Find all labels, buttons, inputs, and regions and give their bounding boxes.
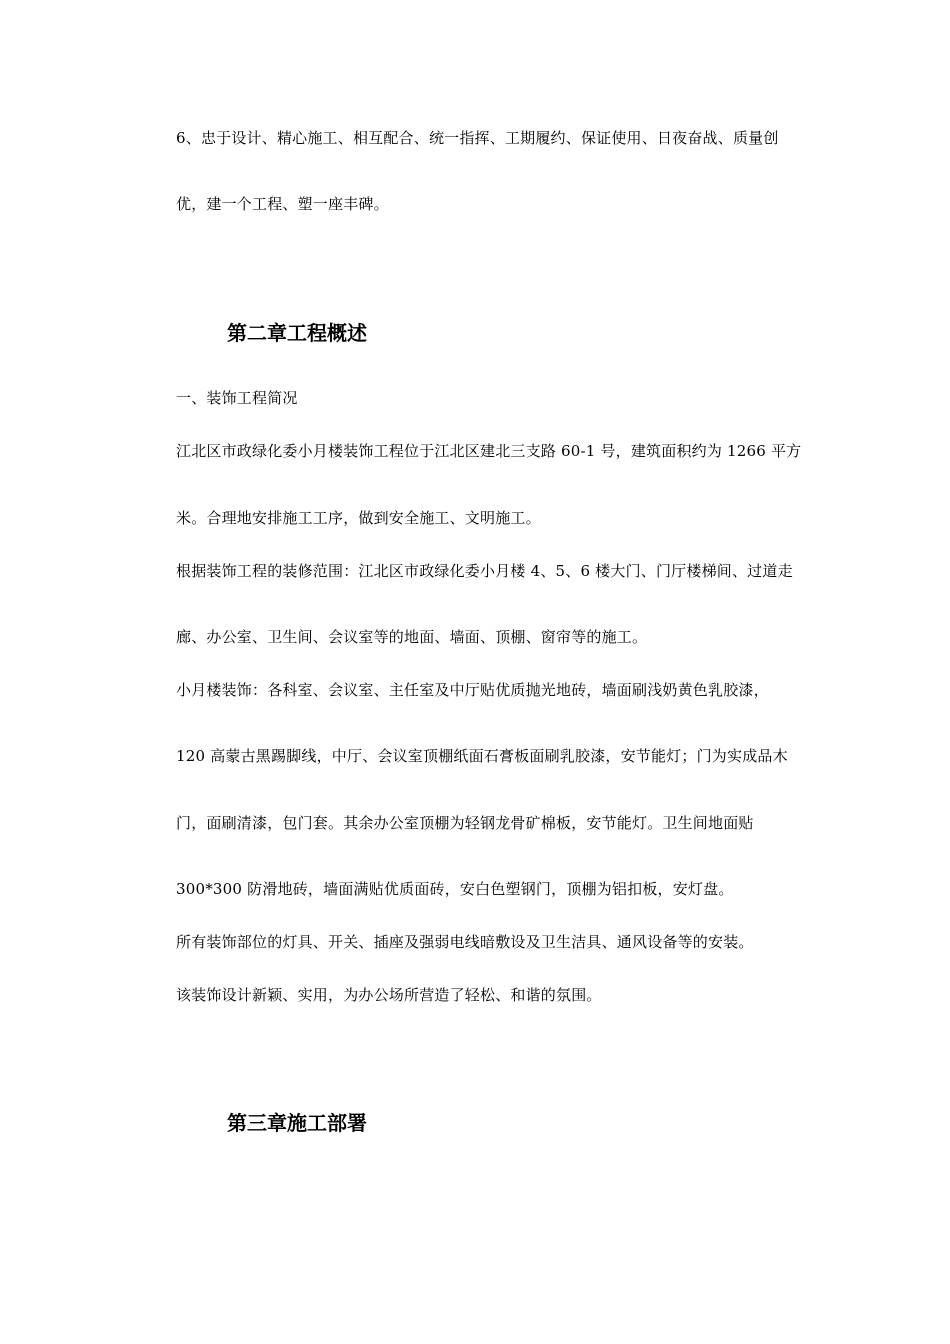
- subsection-title: 一、装饰工程简况: [176, 389, 298, 407]
- paragraph-line: 120 高蒙古黑踢脚线，中厅、会议室顶棚纸面石膏板面刷乳胶漆，安节能灯；门为实成品木: [176, 747, 788, 765]
- paragraph-line: 300*300 防滑地砖，墙面满贴优质面砖，安白色塑钢门，顶棚为铝扣板，安灯盘。: [176, 880, 734, 898]
- paragraph-line: 米。合理地安排施工工序，做到安全施工、文明施工。: [176, 509, 541, 527]
- paragraph-line: 所有装饰部位的灯具、开关、插座及强弱电线暗敷设及卫生洁具、通风设备等的安装。: [176, 933, 754, 951]
- chapter-3-title: 第三章施工部署: [227, 1111, 367, 1135]
- item-6-line-2: 优，建一个工程、塑一座丰碑。: [176, 195, 389, 213]
- paragraph-line: 门，面刷清漆，包门套。其余办公室顶棚为轻钢龙骨矿棉板，安节能灯。卫生间地面贴: [176, 814, 754, 832]
- chapter-2-title: 第二章工程概述: [227, 321, 367, 345]
- paragraph-line: 该装饰设计新颖、实用，为办公场所营造了轻松、和谐的氛围。: [176, 986, 602, 1004]
- paragraph-line: 小月楼装饰：各科室、会议室、主任室及中厅贴优质抛光地砖，墙面刷浅奶黄色乳胶漆，: [176, 681, 769, 699]
- paragraph-line: 江北区市政绿化委小月楼装饰工程位于江北区建北三支路 60-1 号，建筑面积约为 1266 平方: [176, 442, 802, 460]
- paragraph-line: 根据装饰工程的装修范围：江北区市政绿化委小月楼 4、5、6 楼大门、门厅楼梯间、过道走: [176, 562, 793, 580]
- item-6-line-1: 6、忠于设计、精心施工、相互配合、统一指挥、工期履约、保证使用、日夜奋战、质量创: [176, 129, 779, 147]
- paragraph-line: 廊、办公室、卫生间、会议室等的地面、墙面、顶棚、窗帘等的施工。: [176, 628, 648, 646]
